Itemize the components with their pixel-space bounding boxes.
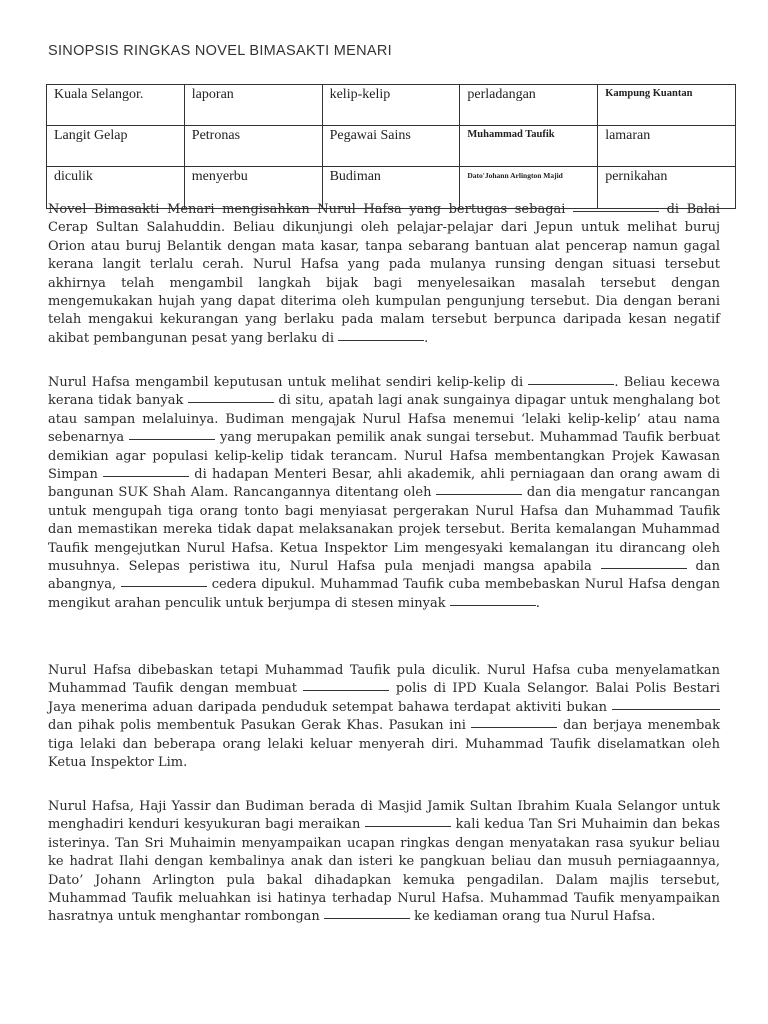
paragraph-text: Nurul Hafsa, Haji Yassir dan Budiman berada di Masjid Jamik Sultan Ibrahim Kuala Selangor untuk menghadiri kenduri kesyukuran bagi meraikan	[48, 799, 720, 833]
paragraph-text: Nurul Hafsa dibebaskan tetapi Muhammad Taufik pula diculik. Nurul Hafsa cuba menyelamatkan Muhammad Taufik dengan membuat	[48, 663, 720, 697]
paragraph-text: di hadapan Menteri Besar, ahli akademik, ahli perniagaan dan orang awam di bangunan SUK Shah Alam. Rancangannya ditentang oleh	[48, 467, 720, 501]
word-bank-cell: Pegawai Sains	[322, 126, 460, 167]
answer-blank[interactable]	[601, 567, 687, 569]
word-bank-row	[47, 126, 736, 167]
paragraph-text: dan berjaya menembak tiga lelaki dan beberapa orang lelaki keluar menyerah diri. Muhammad Taufik diselamatkan oleh Ketua Inspektor Lim.	[48, 718, 720, 771]
answer-blank[interactable]	[450, 604, 536, 606]
paragraph-4	[48, 798, 720, 927]
paragraph-text: dan dia mengatur rancangan untuk mengupah tiga orang tonto bagi menyiasat pergerakan Nurul Hafsa dan Muhammad Taufik dan memastikan mereka tidak dapat melaksanakan projek tersebut. Berita kemalangan Muhammad Taufik mengejutkan Nurul Hafsa. Ketua Inspektor Lim mengesyaki kemalangan itu dirancang oleh musuhnya. Selepas peristiwa itu, Nurul Hafsa pula menjadi mangsa apabila	[48, 485, 720, 575]
answer-blank[interactable]	[573, 210, 659, 212]
word-bank-cell: menyerbu	[184, 167, 322, 209]
word-bank-cell: laporan	[184, 85, 322, 126]
word-bank-cell: Kuala Selangor.	[47, 85, 185, 126]
word-bank-cell: Kampung Kuantan	[598, 85, 736, 126]
paragraph-2	[48, 374, 720, 613]
answer-blank[interactable]	[436, 493, 522, 495]
paragraph-text: di Balai Cerap Sultan Salahuddin. Beliau dikunjungi oleh pelajar-pelajar dari Jepun untuk melihat buruj Orion atau buruj Belantik dengan mata kasar, tanpa sebarang bantuan alat pencerap namun gagal kerana langit terlalu cerah. Nurul Hafsa yang pada mulanya runsing dengan situasi tersebut akhirnya telah mengambil langkah bijak bagi menyelesaikan masalah tersebut dengan mengemukakan hujah yang dapat diterima oleh kumpulan pengunjung tersebut. Dia dengan berani telah mengakui kekurangan yang berlaku pada malam tersebut berpunca daripada kesan negatif akibat pembangunan pesat yang berlaku di	[48, 202, 720, 346]
answer-blank[interactable]	[612, 708, 720, 710]
answer-blank[interactable]	[471, 726, 557, 728]
paragraph-text: Novel Bimasakti Menari mengisahkan Nurul Hafsa yang bertugas sebagai	[48, 202, 573, 217]
paragraph-text: dan pihak polis membentuk Pasukan Gerak Khas. Pasukan ini	[48, 718, 472, 734]
answer-blank[interactable]	[103, 475, 189, 477]
answer-blank[interactable]	[121, 585, 207, 587]
paragraph-text: Nurul Hafsa mengambil keputusan untuk melihat sendiri kelip-kelip di	[48, 375, 529, 390]
paragraph-text: .	[535, 595, 540, 611]
word-bank-cell: kelip-kelip	[322, 85, 460, 126]
answer-blank[interactable]	[303, 689, 389, 691]
answer-blank[interactable]	[129, 438, 215, 440]
paragraph-text: kali kedua Tan Sri Muhaimin dan bekas isterinya. Tan Sri Muhaimin menyampaikan ucapan ringkas dengan menyatakan rasa syukur beliau ke hadrat Ilahi dengan kembalinya anak dan isteri ke pangkuan beliau dan musuh perniagaannya, Dato’ Johann Arlington pula bakal dihadapkan kemuka pengadilan. Dalam majlis tersebut, Muhammad Taufik meluahkan isi hatinya terhadap Nurul Hafsa. Muhammad Taufik menyampaikan hasratnya untuk menghantar rombongan	[48, 817, 720, 925]
paragraph-text: cedera dipukul. Muhammad Taufik cuba membebaskan Nurul Hafsa dengan mengikut arahan penculik untuk berjumpa di stesen minyak	[48, 577, 721, 611]
answer-blank[interactable]	[324, 917, 410, 919]
document-title: SINOPSIS RINGKAS NOVEL BIMASAKTI MENARI	[48, 43, 392, 59]
paragraph-text: yang merupakan pemilik anak sungai tersebut. Muhammad Taufik berbuat demikian agar populasi kelip-kelip tidak terancam. Nurul Hafsa membentangkan Projek Kawasan Simpan	[48, 430, 720, 483]
word-bank-table	[46, 84, 736, 209]
word-bank-cell: Muhammad Taufik	[460, 126, 598, 167]
paragraph-3	[48, 662, 720, 772]
answer-blank[interactable]	[188, 401, 274, 403]
paragraph-text: di situ, apatah lagi anak sungainya dipagar untuk menghalang bot atau sampan melaluinya. Budiman mengajak Nurul Hafsa menemui ‘lelaki kelip-kelip’ atau nama sebenarnya	[48, 393, 720, 446]
paragraph-text: dan abangnya,	[48, 559, 720, 593]
word-bank-cell: Budiman	[322, 167, 460, 209]
paragraph-text: polis di IPD Kuala Selangor. Balai Polis Bestari Jaya menerima aduan daripada penduduk setempat bahawa terdapat aktiviti bukan	[48, 681, 720, 715]
word-bank-cell: perladangan	[460, 85, 598, 126]
answer-blank[interactable]	[338, 339, 424, 341]
word-bank-cell: Dato'Johann Arlington Majid	[460, 167, 598, 209]
word-bank-cell: pernikahan	[598, 167, 736, 209]
paragraph-text: . Beliau kecewa kerana tidak banyak	[48, 375, 720, 409]
answer-blank[interactable]	[528, 383, 614, 385]
word-bank-cell: diculik	[47, 167, 185, 209]
paragraph-text: ke kediaman orang tua Nurul Hafsa.	[409, 909, 656, 925]
word-bank-row	[47, 85, 736, 126]
word-bank-cell: Petronas	[184, 126, 322, 167]
answer-blank[interactable]	[365, 825, 451, 827]
word-bank-cell: Langit Gelap	[47, 126, 185, 167]
paragraph-text: .	[424, 330, 429, 346]
word-bank-cell: lamaran	[598, 126, 736, 167]
paragraph-1	[48, 201, 720, 348]
